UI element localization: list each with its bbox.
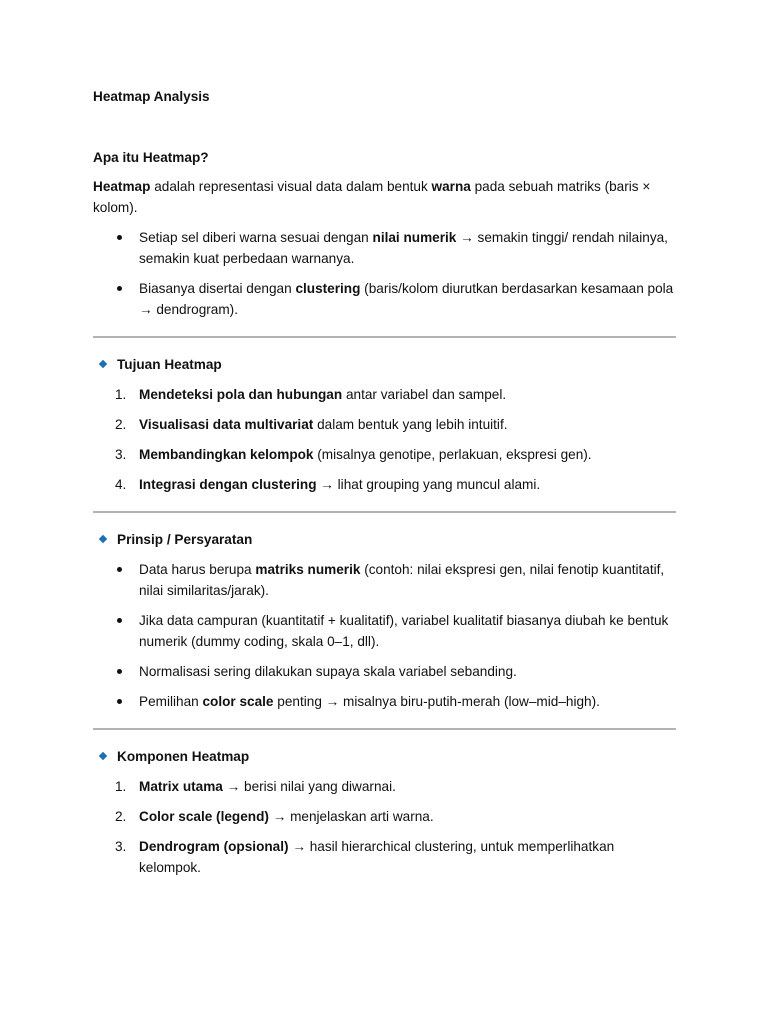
list-item: 1. Mendeteksi pola dan hubungan antar variabel dan sampel.: [115, 387, 507, 402]
list-item: Pemilihan color scale penting → misalnya biru-putih-merah (low–mid–high).: [93, 691, 676, 712]
section-divider: [93, 728, 676, 730]
prinsip-heading: Prinsip / Persyaratan: [93, 529, 676, 550]
komponen-list: [93, 776, 676, 878]
list-item: Data harus berupa matriks numerik (contoh: nilai ekspresi gen, nilai fenotip kuantitatif, nilai similaritas/jarak).: [93, 559, 676, 601]
list-item: Setiap sel diberi warna sesuai dengan nilai numerik → semakin tinggi/ rendah nilainya, semakin kuat perbedaan warnanya.: [93, 227, 676, 269]
diamond-bullet-icon: [99, 360, 107, 368]
list-item: 1. Matrix utama → berisi nilai yang diwarnai.: [115, 779, 396, 794]
tujuan-list: [93, 384, 676, 495]
list-item: 4. Integrasi dengan clustering → lihat grouping yang muncul alami.: [115, 477, 541, 492]
section-divider: [93, 336, 676, 338]
def-term: Heatmap: [93, 179, 151, 194]
intro-definition: Heatmap adalah representasi visual data dalam bentuk warna pada sebuah matriks (baris × kolom).: [93, 179, 651, 215]
list-item: 3. Membandingkan kelompok (misalnya genotipe, perlakuan, ekspresi gen).: [115, 447, 592, 462]
section-divider: [93, 511, 676, 513]
intro-heading: Apa itu Heatmap?: [93, 150, 209, 165]
document-page: [93, 86, 676, 887]
document-title: Heatmap Analysis: [93, 89, 210, 104]
list-item: Jika data campuran (kuantitatif + kualitatif), variabel kualitatif biasanya diubah ke bentuk numerik (dummy coding, skala 0–1, dll).: [93, 610, 676, 652]
intro-bullets: [93, 227, 676, 320]
tujuan-heading: Tujuan Heatmap: [93, 354, 676, 375]
komponen-heading: Komponen Heatmap: [93, 746, 676, 767]
list-item: 3. Dendrogram (opsional) → hasil hierarchical clustering, untuk memperlihatkan kelompok.: [115, 839, 615, 875]
list-item: Biasanya disertai dengan clustering (baris/kolom diurutkan berdasarkan kesamaan pola → dendrogram).: [93, 278, 676, 320]
prinsip-bullets: [93, 559, 676, 712]
diamond-bullet-icon: [99, 752, 107, 760]
list-item: 2. Color scale (legend) → menjelaskan arti warna.: [115, 809, 434, 824]
list-item: 2. Visualisasi data multivariat dalam bentuk yang lebih intuitif.: [115, 417, 508, 432]
diamond-bullet-icon: [99, 535, 107, 543]
list-item: Normalisasi sering dilakukan supaya skala variabel sebanding.: [93, 661, 676, 682]
